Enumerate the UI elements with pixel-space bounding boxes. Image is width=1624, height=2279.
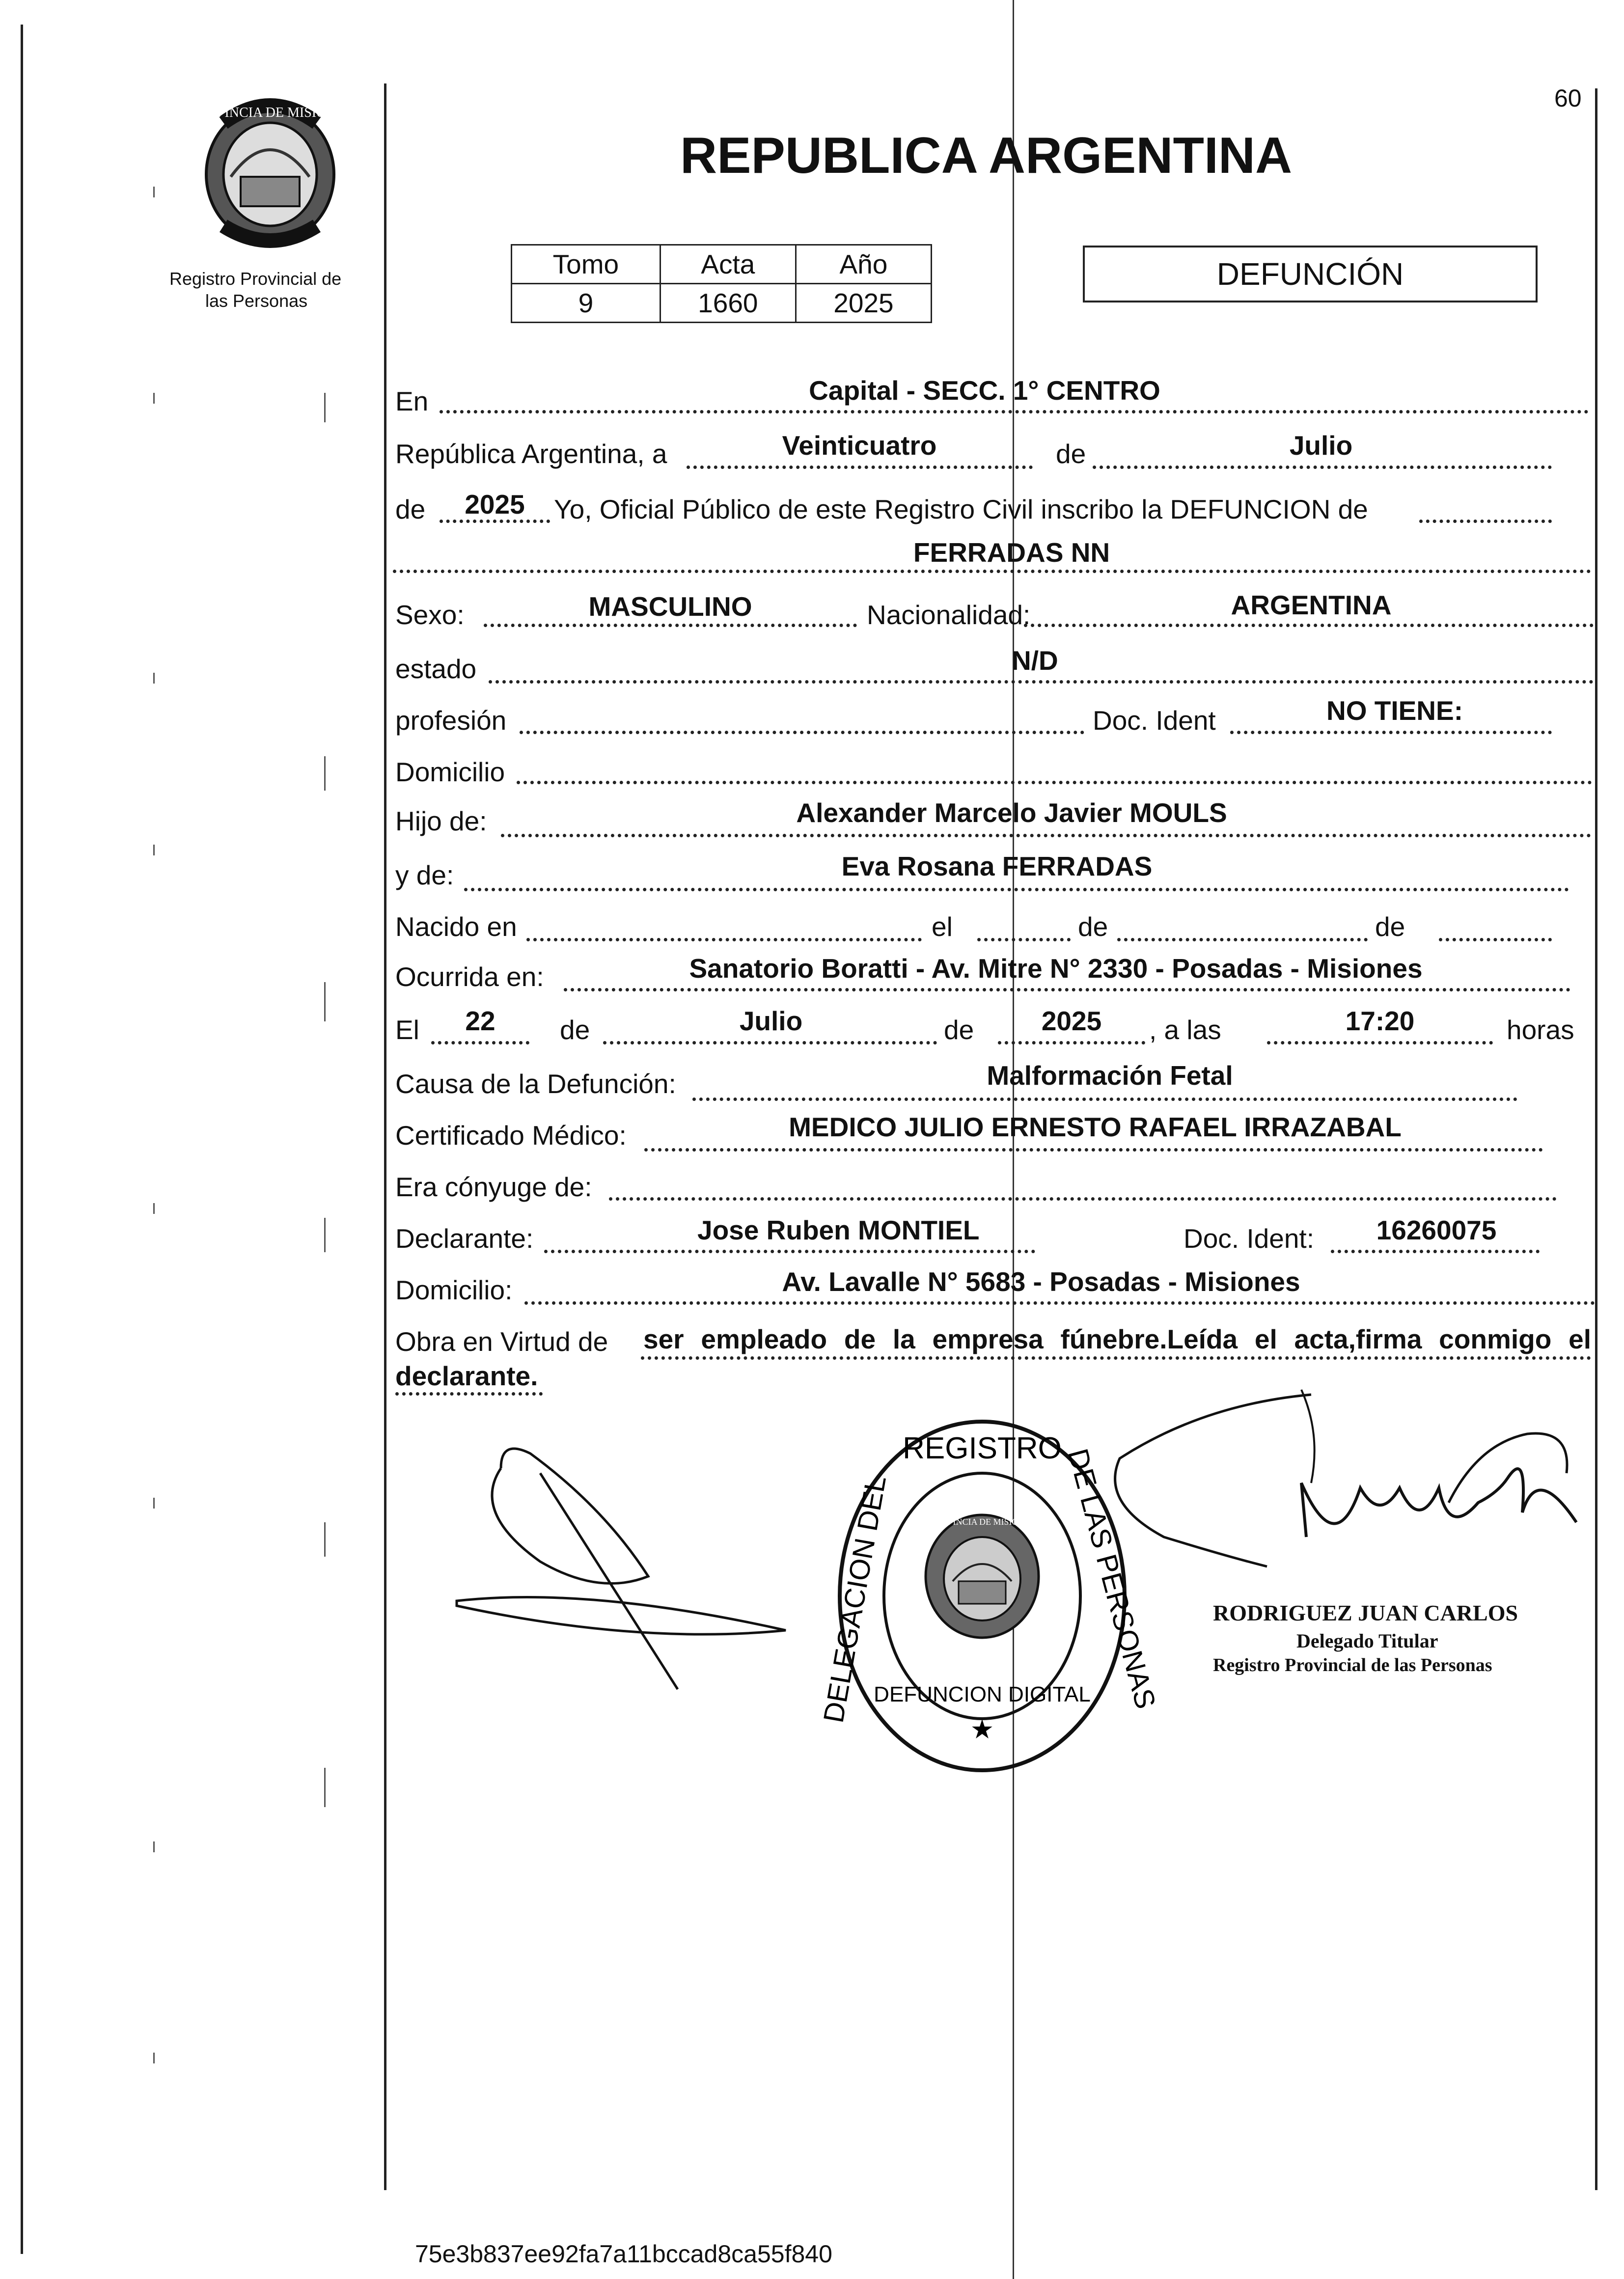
value-hora: 17:20 bbox=[1345, 1006, 1415, 1036]
margin-tick bbox=[324, 1218, 326, 1252]
label-conyuge: Era cónyuge de: bbox=[395, 1172, 592, 1202]
stamp-text-top: REGISTRO bbox=[903, 1431, 1062, 1465]
label-y-de: y de: bbox=[395, 860, 454, 890]
value-nacionalidad: ARGENTINA bbox=[1231, 590, 1392, 620]
form-right-border bbox=[1595, 88, 1597, 2190]
official-signature bbox=[1105, 1375, 1596, 1620]
margin-tick bbox=[153, 1203, 155, 1214]
dots-anio-def bbox=[998, 1041, 1145, 1044]
dots-obra-line2 bbox=[395, 1392, 543, 1396]
dots-sexo bbox=[484, 624, 857, 627]
document-hash: 75e3b837ee92fa7a11bccad8ca55f840 bbox=[415, 2240, 832, 2268]
label-nacionalidad: Nacionalidad: bbox=[867, 600, 1031, 630]
anio-header: Año bbox=[796, 245, 931, 284]
dots-lugar bbox=[440, 410, 1589, 413]
stamp-star: ★ bbox=[970, 1714, 994, 1745]
label-el-nacido: el bbox=[932, 911, 953, 942]
declarant-signature bbox=[442, 1434, 835, 1719]
page-number: 60 bbox=[1554, 84, 1582, 112]
dots-conyuge bbox=[609, 1197, 1557, 1201]
label-domicilio-declarante: Domicilio: bbox=[395, 1275, 513, 1305]
value-anio: 2025 bbox=[465, 489, 525, 520]
dots-dia bbox=[687, 466, 1033, 469]
value-madre: Eva Rosana FERRADAS bbox=[841, 851, 1153, 881]
dots-nacido-dia bbox=[977, 938, 1071, 941]
doc-type-box: DEFUNCIÓN bbox=[1083, 246, 1538, 302]
official-stamp bbox=[817, 1414, 1162, 1778]
margin-tick bbox=[324, 393, 326, 422]
value-sexo: MASCULINO bbox=[588, 591, 752, 622]
value-declarante-domicilio: Av. Lavalle N° 5683 - Posadas - Misiones bbox=[782, 1266, 1300, 1297]
margin-tick bbox=[153, 673, 155, 684]
dots-ocurrida-en bbox=[564, 988, 1570, 991]
label-doc-ident: Doc. Ident bbox=[1093, 705, 1216, 736]
dots-domicilio bbox=[517, 781, 1592, 784]
dots-doc-ident bbox=[1230, 731, 1552, 734]
value-lugar: Capital - SECC. 1° CENTRO bbox=[809, 375, 1160, 406]
dots-padre bbox=[501, 834, 1591, 837]
stamp-text-right: DE LAS PERSONAS bbox=[1061, 1445, 1162, 1712]
label-causa: Causa de la Defunción: bbox=[395, 1069, 676, 1099]
registry-label-line2: las Personas bbox=[205, 291, 308, 311]
tomo-header: Tomo bbox=[512, 245, 661, 284]
official-org: Registro Provincial de las Personas bbox=[1213, 1655, 1492, 1675]
dots-nacido-mes bbox=[1117, 938, 1368, 941]
dots-hora bbox=[1267, 1041, 1493, 1044]
dots-nacido-anio bbox=[1439, 938, 1552, 941]
value-ocurrida-en: Sanatorio Boratti - Av. Mitre N° 2330 - Posadas - Misiones bbox=[689, 953, 1423, 984]
value-causa: Malformación Fetal bbox=[987, 1060, 1233, 1091]
record-table bbox=[511, 244, 932, 323]
label-de-nacido-anio: de bbox=[1375, 911, 1405, 942]
stamp-text-bottom: DEFUNCION DIGITAL bbox=[874, 1682, 1091, 1706]
value-anio-def: 2025 bbox=[1041, 1006, 1102, 1036]
value-mes-def: Julio bbox=[739, 1006, 803, 1036]
value-mes: Julio bbox=[1289, 430, 1353, 461]
left-margin-line bbox=[21, 25, 23, 2254]
value-obra-line1: ser empleado de la empresa fúnebre.Leída el acta,firma conmigo el bbox=[643, 1324, 1591, 1354]
dots-profesion bbox=[520, 731, 1084, 734]
value-declarante: Jose Ruben MONTIEL bbox=[697, 1215, 980, 1245]
dots-causa bbox=[692, 1098, 1517, 1101]
anio-value: 2025 bbox=[796, 284, 931, 323]
value-fallecido: FERRADAS NN bbox=[913, 537, 1110, 568]
label-de-def-mes: de bbox=[560, 1015, 590, 1045]
margin-tick bbox=[153, 845, 155, 855]
label-de-def-anio: de bbox=[944, 1015, 974, 1045]
tomo-value: 9 bbox=[512, 284, 661, 323]
margin-tick bbox=[153, 393, 155, 404]
dots-madre bbox=[464, 888, 1569, 891]
label-republica: República Argentina, a bbox=[395, 439, 667, 469]
label-de-anio: de bbox=[395, 494, 426, 524]
dots-estado bbox=[489, 680, 1594, 684]
dots-nacionalidad bbox=[1024, 624, 1594, 627]
margin-tick bbox=[153, 187, 155, 197]
label-de-mes: de bbox=[1056, 439, 1086, 469]
margin-tick bbox=[153, 2053, 155, 2063]
label-certificado: Certificado Médico: bbox=[395, 1120, 627, 1151]
value-doc-ident: NO TIENE: bbox=[1326, 695, 1463, 726]
margin-tick bbox=[324, 1768, 326, 1807]
label-de-nacido-mes: de bbox=[1078, 911, 1108, 942]
margin-tick bbox=[324, 1522, 326, 1557]
label-doc-ident-declarante: Doc. Ident: bbox=[1184, 1223, 1314, 1254]
label-profesion: profesión bbox=[395, 705, 507, 736]
dots-declarante-doc bbox=[1331, 1250, 1540, 1253]
official-title: Delegado Titular bbox=[1296, 1630, 1438, 1652]
dots-nacido-lugar bbox=[526, 938, 922, 941]
value-estado: N/D bbox=[1012, 645, 1058, 676]
margin-tick bbox=[153, 1498, 155, 1509]
stamp-inner-text: PROVINCIA DE MISIONES bbox=[929, 1517, 1035, 1527]
label-sexo: Sexo: bbox=[395, 600, 465, 630]
margin-tick bbox=[153, 1841, 155, 1852]
dots-mes bbox=[1093, 466, 1552, 469]
value-declarante-doc: 16260075 bbox=[1376, 1215, 1497, 1245]
label-a-las: , a las bbox=[1149, 1015, 1221, 1045]
margin-tick bbox=[324, 982, 326, 1021]
form-left-border bbox=[384, 83, 386, 2190]
dots-dia-def bbox=[431, 1041, 529, 1044]
label-hijo-de: Hijo de: bbox=[395, 806, 487, 836]
label-domicilio: Domicilio bbox=[395, 757, 505, 787]
value-dia-letras: Veinticuatro bbox=[782, 430, 937, 461]
label-yo-oficial: Yo, Oficial Público de este Registro Civil inscribo la DEFUNCION de bbox=[554, 494, 1368, 524]
registry-label-line1: Registro Provincial de bbox=[169, 269, 342, 289]
margin-tick bbox=[324, 756, 326, 791]
page-title: REPUBLICA ARGENTINA bbox=[680, 127, 1293, 184]
label-estado: estado bbox=[395, 654, 477, 684]
stamp-text-left: DELEGACION DEL bbox=[817, 1473, 893, 1726]
value-obra-line2: declarante. bbox=[395, 1361, 538, 1391]
dots-mes-def bbox=[603, 1041, 937, 1044]
label-obra: Obra en Virtud de bbox=[395, 1326, 608, 1357]
dots-declarante bbox=[544, 1250, 1035, 1253]
dots-declarante-domicilio bbox=[524, 1301, 1595, 1305]
dots-obra-line1 bbox=[641, 1356, 1591, 1360]
value-dia-def: 22 bbox=[465, 1006, 495, 1036]
value-padre: Alexander Marcelo Javier MOULS bbox=[796, 797, 1227, 828]
acta-value: 1660 bbox=[660, 284, 796, 323]
label-en: En bbox=[395, 386, 429, 416]
label-el: El bbox=[395, 1015, 419, 1045]
acta-header: Acta bbox=[660, 245, 796, 284]
dots-anio bbox=[440, 520, 550, 523]
dots-defuncion-de bbox=[1419, 520, 1552, 523]
dots-fallecido bbox=[393, 570, 1591, 573]
value-certificado: MEDICO JULIO ERNESTO RAFAEL IRRAZABAL bbox=[789, 1112, 1402, 1142]
label-declarante: Declarante: bbox=[395, 1223, 534, 1254]
dots-certificado bbox=[644, 1148, 1543, 1152]
label-ocurrida-en: Ocurrida en: bbox=[395, 961, 544, 992]
label-nacido-en: Nacido en bbox=[395, 911, 517, 942]
province-seal-logo bbox=[188, 93, 353, 250]
seal-logo-text: PROVINCIA DE MISIONES bbox=[188, 105, 353, 120]
official-name: RODRIGUEZ JUAN CARLOS bbox=[1213, 1600, 1518, 1625]
label-horas: horas bbox=[1507, 1015, 1574, 1045]
